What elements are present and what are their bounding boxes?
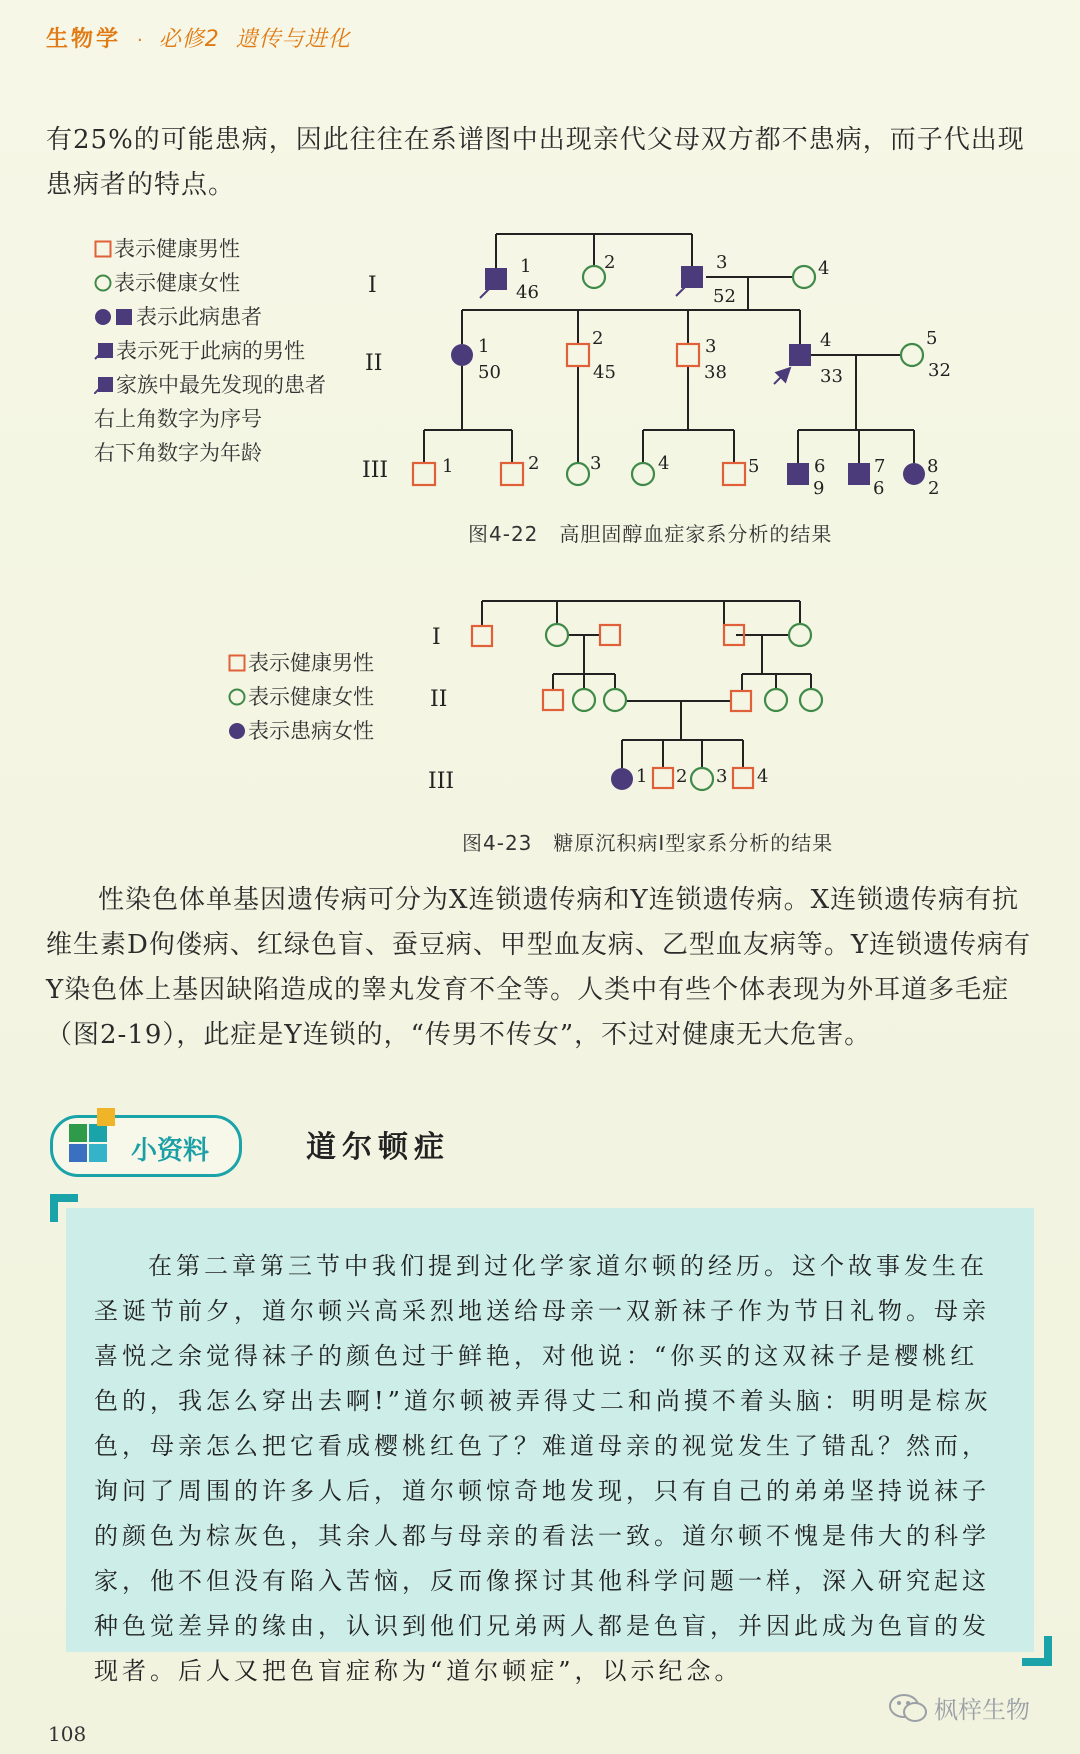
body-paragraph-top: 有25%的可能患病，因此往往在系谱图中出现亲代父母双方都不患病，而子代出现患病者的特点。 bbox=[46, 125, 1025, 200]
badge-label: 小资料 bbox=[131, 1136, 210, 1166]
healthy-male bbox=[653, 768, 673, 788]
serial-number: 7 bbox=[874, 456, 886, 477]
serial-number: 2 bbox=[676, 766, 688, 787]
generation-label: II bbox=[430, 687, 448, 712]
watermark-text: 枫梓生物 bbox=[934, 1696, 1030, 1724]
healthy-male-icon bbox=[228, 654, 246, 672]
figure2-legend bbox=[228, 646, 374, 748]
serial-number: 4 bbox=[820, 330, 832, 351]
legend-item: 表示死于此病的男性 bbox=[94, 334, 326, 368]
III2-healthy-male bbox=[501, 463, 523, 485]
generation-label: I bbox=[432, 625, 441, 650]
body-paragraph-mid: 性染色体单基因遗传病可分为X连锁遗传病和Y连锁遗传病。X连锁遗传病有抗维生素D佝偻病、红绿色盲、蚕豆病、甲型血友病、乙型血友病等。Y连锁遗传病有Y染色体上基因缺陷造成的睾丸发育不全等。人类中有些个体表现为外耳道多毛症（图2-19），此症是Y连锁的，“传男不传女”，不过对健康无大危害。 bbox=[46, 885, 1032, 1050]
serial-number: 4 bbox=[757, 766, 769, 787]
legend-item: 右上角数字为序号 bbox=[94, 407, 262, 431]
serial-number: 3 bbox=[716, 766, 728, 787]
healthy-female bbox=[604, 689, 626, 711]
legend-item: 表示健康男性 bbox=[228, 646, 374, 680]
healthy-female bbox=[789, 624, 811, 646]
III5-healthy-male bbox=[723, 463, 745, 485]
III3-healthy-female bbox=[567, 463, 589, 485]
serial-number: 1 bbox=[520, 256, 532, 277]
age-number: 9 bbox=[813, 478, 825, 499]
serial-number: 2 bbox=[592, 328, 604, 349]
serial-number: 4 bbox=[658, 453, 670, 474]
wechat-icon bbox=[888, 1692, 928, 1724]
serial-number: 8 bbox=[927, 456, 939, 477]
legend-item: 表示健康女性 bbox=[94, 266, 326, 300]
infobox-title: 道尔顿症 bbox=[306, 1130, 450, 1165]
III1-healthy-male bbox=[413, 463, 435, 485]
generation-label: III bbox=[362, 458, 389, 483]
healthy-female-icon bbox=[228, 688, 246, 706]
II2-healthy-male bbox=[567, 344, 589, 366]
serial-number: 3 bbox=[716, 252, 728, 273]
II3-healthy-male bbox=[677, 344, 699, 366]
healthy-female bbox=[546, 624, 568, 646]
info-box bbox=[66, 1208, 1034, 1685]
generation-label: I bbox=[368, 273, 377, 298]
healthy-male bbox=[733, 768, 753, 788]
age-number: 32 bbox=[928, 360, 951, 381]
II1-affected-female bbox=[451, 344, 473, 366]
serial-number: 3 bbox=[705, 336, 717, 357]
serial-number: 5 bbox=[926, 328, 938, 349]
healthy-female bbox=[573, 689, 595, 711]
age-number: 6 bbox=[873, 478, 885, 499]
serial-number: 4 bbox=[818, 258, 830, 279]
serial-number: 1 bbox=[636, 766, 648, 787]
legend-item: 表示此病患者 bbox=[94, 300, 326, 334]
III4-healthy-female bbox=[632, 463, 654, 485]
healthy-male bbox=[543, 690, 563, 710]
healthy-female bbox=[765, 689, 787, 711]
I3-affected-male bbox=[681, 266, 703, 288]
I2-healthy-female bbox=[583, 266, 605, 288]
info-badge bbox=[50, 1115, 242, 1177]
healthy-male bbox=[731, 691, 751, 711]
age-number: 38 bbox=[704, 362, 727, 383]
corner-mark bbox=[50, 1194, 58, 1222]
healthy-female bbox=[800, 689, 822, 711]
infobox-text: 在第二章第三节中我们提到过化学家道尔顿的经历。这个故事发生在圣诞节前夕，道尔顿兴高采烈地送给母亲一双新袜子作为节日礼物。母亲喜悦之余觉得袜子的颜色过于鲜艳，对他说：“你买的这双袜子是樱桃红色的，我怎么穿出去啊!”道尔顿被弄得丈二和尚摸不着头脑：明明是棕灰色，母亲怎么把它看成樱桃红色了？难道母亲的视觉发生了错乱？然而，询问了周围的许多人后，道尔顿惊奇地发现，只有自己的弟弟坚持说袜子的颜色为棕灰色，其余人都与母亲的看法一致。道尔顿不愧是伟大的科学家，他不但没有陷入苦恼，反而像探讨其他科学问题一样，深入研究起这种色觉差异的缘由，认识到他们兄弟两人都是色盲，并因此成为色盲的发现者。后人又把色盲症称为“道尔顿症”，以示纪念。 bbox=[94, 1252, 992, 1685]
III8-affected-female bbox=[903, 463, 925, 485]
affected-female-icon bbox=[228, 722, 246, 740]
II4-proband-male bbox=[789, 344, 811, 366]
healthy-female bbox=[691, 768, 713, 790]
serial-number: 1 bbox=[478, 336, 490, 357]
legend-item: 表示健康男性 bbox=[94, 232, 326, 266]
header-separator: · bbox=[137, 30, 143, 51]
II5-healthy-female bbox=[901, 344, 923, 366]
corner-mark bbox=[1044, 1636, 1052, 1666]
age-number: 52 bbox=[713, 286, 736, 307]
book-title: 必修2 bbox=[158, 27, 220, 52]
legend-item: 右下角数字为年龄 bbox=[94, 441, 262, 465]
generation-label: II bbox=[365, 351, 383, 376]
serial-number: 2 bbox=[528, 453, 540, 474]
serial-number: 5 bbox=[748, 456, 760, 477]
page-number: 108 bbox=[48, 1722, 87, 1746]
legend-item: 家族中最先发现的患者 bbox=[94, 368, 326, 402]
age-number: 50 bbox=[478, 362, 501, 383]
watermark bbox=[888, 1690, 1030, 1725]
healthy-male bbox=[472, 626, 492, 646]
legend-item: 表示健康女性 bbox=[228, 680, 374, 714]
III7-affected-male bbox=[848, 463, 870, 485]
age-number: 46 bbox=[516, 282, 539, 303]
generation-label: III bbox=[428, 769, 455, 794]
figure1-caption: 图4-22 高胆固醇血症家系分析的结果 bbox=[468, 522, 833, 546]
figure2-caption: 图4-23 糖原沉积病Ⅰ型家系分析的结果 bbox=[462, 831, 834, 855]
puzzle-icon bbox=[63, 1106, 123, 1172]
healthy-male bbox=[600, 625, 620, 645]
serial-number: 1 bbox=[442, 456, 454, 477]
age-number: 45 bbox=[593, 362, 616, 383]
serial-number: 2 bbox=[604, 252, 616, 273]
I4-healthy-female bbox=[793, 266, 815, 288]
III6-affected-male bbox=[787, 463, 809, 485]
I1-affected-male bbox=[485, 268, 507, 290]
age-number: 2 bbox=[928, 478, 940, 499]
subject-title: 生物学 bbox=[46, 27, 122, 52]
serial-number: 6 bbox=[814, 456, 826, 477]
legend-item: 表示患病女性 bbox=[228, 714, 374, 748]
affected-female bbox=[611, 768, 633, 790]
serial-number: 3 bbox=[590, 453, 602, 474]
age-number: 33 bbox=[820, 366, 843, 387]
proband-arrow bbox=[774, 368, 790, 384]
chapter-title: 遗传与进化 bbox=[235, 27, 351, 52]
